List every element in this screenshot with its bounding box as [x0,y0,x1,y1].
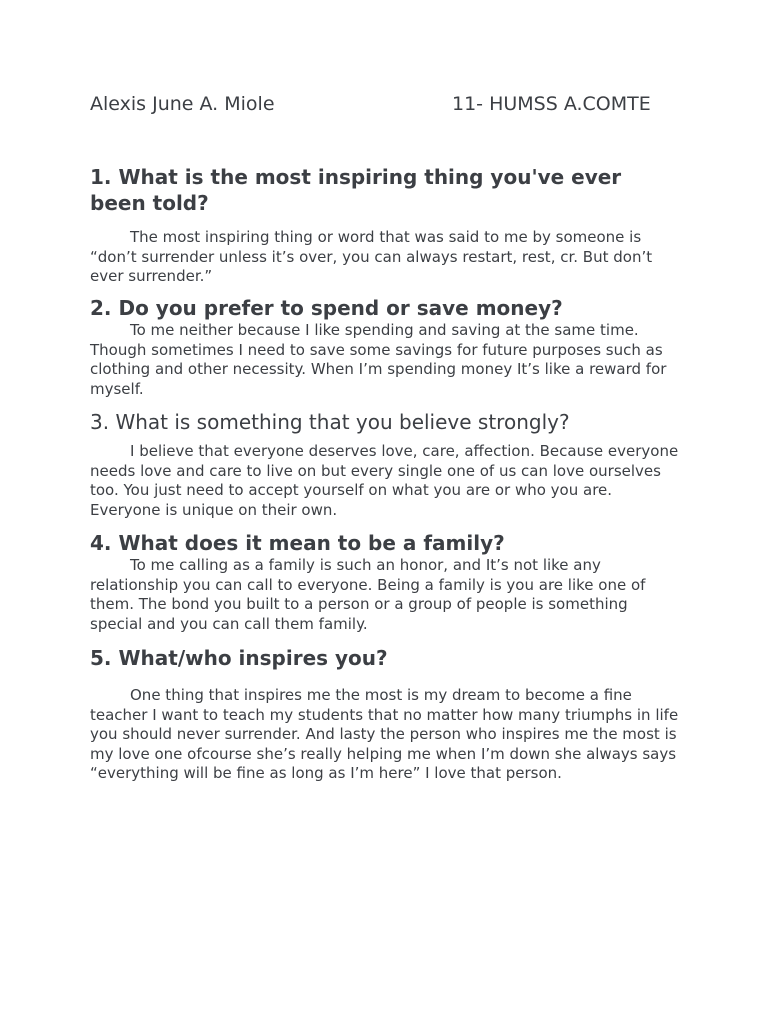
question-1-heading: 1. What is the most inspiring thing you've ever been told? [90,165,622,215]
question-3-heading: 3. What is something that you believe strongly? [90,410,570,434]
document-header [90,93,680,117]
answer-5-text: One thing that inspires me the most is my dream to become a fine teacher I want to teach my students that no matter how many triumphs in life you should never surrender. And lasty the person who inspires me the most is my love one ofcourse she’s really helping me when I’m down she always says “everything will be fine as long as I’m here” I love that person. [90,686,679,783]
question-2-heading: 2. Do you prefer to spend or save money? [90,296,563,320]
question-4-heading: 4. What does it mean to be a family? [90,531,505,555]
answer-4-text: To me calling as a family is such an honor, and It’s not like any relationship you can call to everyone. Being a family is you are like one of them. The bond you built to a person or a group of people is something special and you can call them family. [90,556,646,633]
answer-2-text: To me neither because I like spending and saving at the same time. Though sometimes I need to save some savings for future purposes such as clothing and other necessity. When I’m spending money It’s like a reward for myself. [90,321,667,398]
student-name: Alexis June A. Miole [90,93,275,115]
answer-3-text: I believe that everyone deserves love, care, affection. Because everyone needs love and care to live on but every single one of us can love ourselves too. You just need to accept yourself on what you are or who you are. Everyone is unique on their own. [90,442,679,519]
question-5-heading: 5. What/who inspires you? [90,646,388,670]
answer-1-text: The most inspiring thing or word that was said to me by someone is “don’t surrender unless it’s over, you can always restart, rest, cr. But don’t ever surrender.” [90,228,653,286]
student-section: 11- HUMSS A.COMTE [452,93,651,115]
